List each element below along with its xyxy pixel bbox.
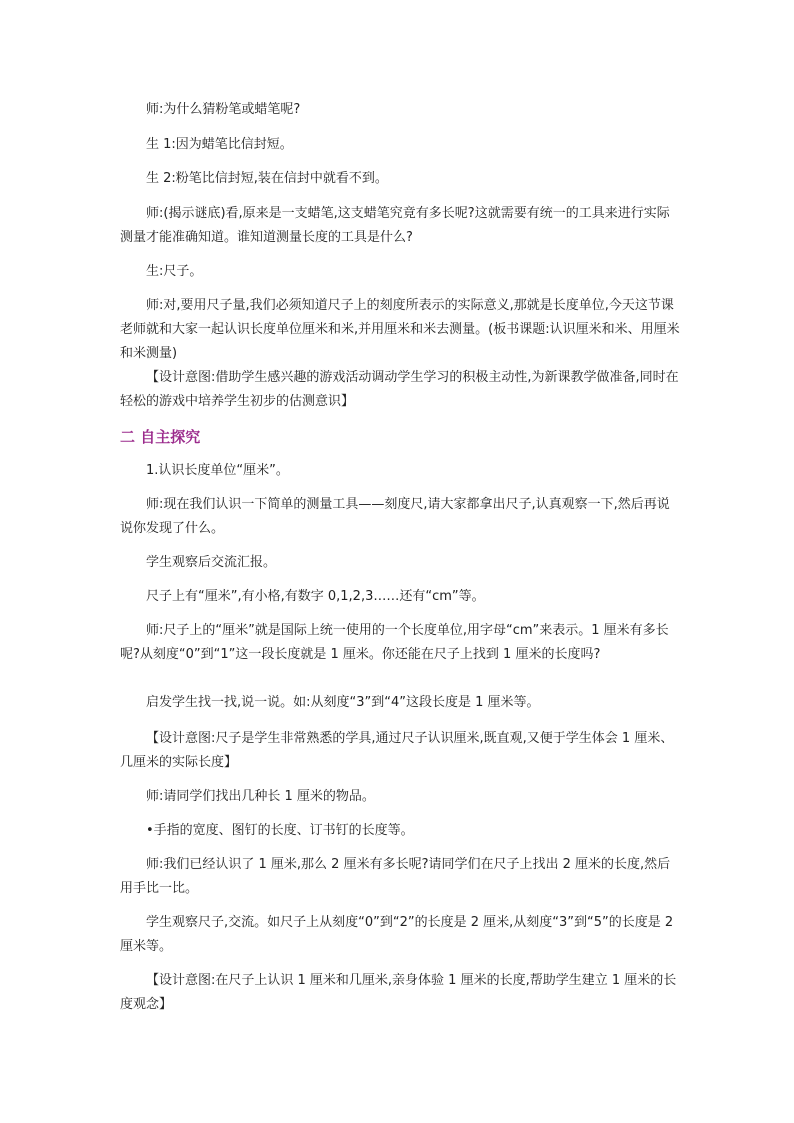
dialogue-teacher-reveal: 师:(揭示谜底)看,原来是一支蜡笔,这支蜡笔究竟有多长呢?这就需要有统一的工具来进行实际测量才能准确知道。谁知道测量长度的工具是什么?	[120, 206, 670, 245]
teacher-centimeter-explain: 师:尺子上的“厘米”就是国际上统一使用的一个长度单位,用字母“cm”来表示。1 厘米有多长呢?从刻度“0”到“1”这一段长度就是 1 厘米。你还能在尺子上找到 1 厘米的长度吗?	[120, 623, 669, 662]
dialogue-student-2: 生 2:粉笔比信封短,装在信封中就看不到。	[146, 171, 388, 186]
dialogue-teacher-intro: 师:对,要用尺子量,我们必须知道尺子上的刻度所表示的实际意义,那就是长度单位,今天这节课老师就和大家一起认识长度单位厘米和米,并用厘米和米去测量。(板书课题:认识厘米和米、用厘米和米测量)	[120, 298, 680, 361]
ruler-findings: 尺子上有“厘米”,有小格,有数字 0,1,2,3……还有“cm”等。	[146, 589, 485, 604]
student-2cm: 学生观察尺子,交流。如尺子上从刻度“0”到“2”的长度是 2 厘米,从刻度“3”到“5”的长度是 2 厘米等。	[120, 915, 674, 954]
teacher-ruler-intro: 师:现在我们认识一下简单的测量工具——刻度尺,请大家都拿出尺子,认真观察一下,然后再说说你发现了什么。	[120, 497, 670, 536]
design-intent-1: 【设计意图:借助学生感兴趣的游戏活动调动学生学习的积极主动性,为新课教学做准备,同时在轻松的游戏中培养学生初步的估测意识】	[120, 370, 679, 409]
student-find-cm: 启发学生找一找,说一说。如:从刻度“3”到“4”这段长度是 1 厘米等。	[146, 695, 540, 710]
dialogue-student-answer: 生:尺子。	[146, 264, 203, 279]
student-observe: 学生观察后交流汇报。	[146, 555, 277, 570]
objects-list: •手指的宽度、图钉的长度、订书钉的长度等。	[146, 823, 414, 838]
teacher-2cm: 师:我们已经认识了 1 厘米,那么 2 厘米有多长呢?请同学们在尺子上找出 2 厘米的长度,然后用手比一比。	[120, 857, 671, 896]
dialogue-student-1: 生 1:因为蜡笔比信封短。	[146, 137, 293, 152]
design-intent-3: 【设计意图:在尺子上认识 1 厘米和几厘米,亲身体验 1 厘米的长度,帮助学生建立 1 厘米的长度观念】	[120, 973, 677, 1012]
teacher-find-objects: 师:请同学们找出几种长 1 厘米的物品。	[146, 789, 375, 804]
subsection-title: 1.认识长度单位“厘米”。	[146, 463, 289, 478]
dialogue-teacher-question: 师:为什么猜粉笔或蜡笔呢?	[146, 102, 301, 117]
section-heading: 二 自主探究	[120, 428, 201, 446]
design-intent-2: 【设计意图:尺子是学生非常熟悉的学具,通过尺子认识厘米,既直观,又便于学生体会 1 厘米、几厘米的实际长度】	[120, 731, 674, 770]
